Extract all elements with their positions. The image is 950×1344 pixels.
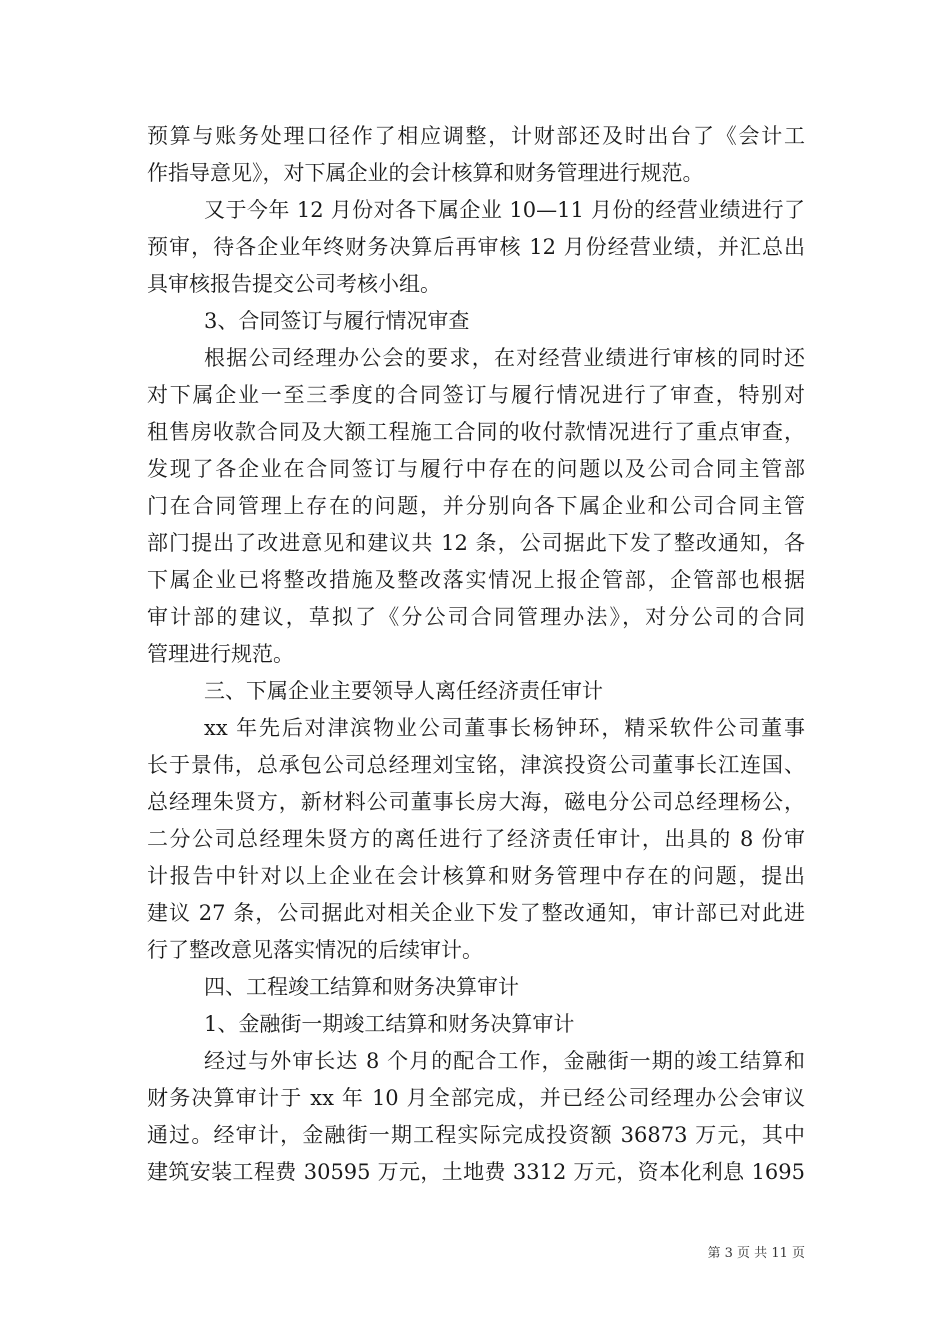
heading-text: 1、金融街一期竣工结算和财务决算审计 [204,1012,575,1036]
paragraph [147,340,805,673]
paragraph [147,1043,805,1191]
section-heading [147,969,805,1006]
text-line: 行了整改意见落实情况的后续审计。 [147,938,483,962]
text-line: 门在合同管理上存在的问题，并分别向各下属企业和公司合同主管 [147,494,805,518]
text-line: 通过。经审计，金融街一期工程实际完成投资额 36873 万元，其中 [147,1123,805,1147]
heading-text: 三、下属企业主要领导人离任经济责任审计 [204,679,603,703]
heading-text: 四、工程竣工结算和财务决算审计 [204,975,519,999]
text-line: 长于景伟，总承包公司总经理刘宝铭，津滨投资公司董事长江连国、 [147,753,805,777]
text-line: 又于今年 12 月份对各下属企业 10—11 月份的经营业绩进行了 [204,198,805,222]
subsection-heading [147,1006,805,1043]
text-line: 根据公司经理办公会的要求，在对经营业绩进行审核的同时还 [204,346,805,370]
text-line: 发现了各企业在合同签订与履行中存在的问题以及公司合同主管部 [147,457,805,481]
text-line: 下属企业已将整改措施及整改落实情况上报企管部，企管部也根据 [147,568,805,592]
text-line: 建筑安装工程费 30595 万元，土地费 3312 万元，资本化利息 1695 [147,1160,805,1184]
text-line: 部门提出了改进意见和建议共 12 条，公司据此下发了整改通知，各 [147,531,805,555]
text-line: 对下属企业一至三季度的合同签订与履行情况进行了审查，特别对 [147,383,805,407]
text-line: 建议 27 条，公司据此对相关企业下发了整改通知，审计部已对此进 [147,901,805,925]
text-line: 二分公司总经理朱贤方的离任进行了经济责任审计，出具的 8 份审 [147,827,805,851]
text-line: 总经理朱贤方，新材料公司董事长房大海，磁电分公司总经理杨公， [147,790,805,814]
text-line: 管理进行规范。 [147,642,294,666]
text-line: xx 年先后对津滨物业公司董事长杨钟环，精采软件公司董事 [204,716,805,740]
heading-text: 3、合同签订与履行情况审查 [204,309,470,333]
section-heading [147,303,805,340]
text-line: 财务决算审计于 xx 年 10 月全部完成，并已经公司经理办公会审议 [147,1086,805,1110]
page-number-footer: 第 3 页 共 11 页 [707,1246,805,1261]
text-line: 租售房收款合同及大额工程施工合同的收付款情况进行了重点审查， [147,420,805,444]
text-line: 预审，待各企业年终财务决算后再审核 12 月份经营业绩，并汇总出 [147,235,805,259]
text-line: 经过与外审长达 8 个月的配合工作，金融街一期的竣工结算和 [204,1049,805,1073]
paragraph-continued [147,118,805,192]
paragraph [147,710,805,969]
document-body [147,118,805,1191]
paragraph [147,192,805,303]
section-heading [147,673,805,710]
text-line: 审计部的建议，草拟了《分公司合同管理办法》，对分公司的合同 [147,605,805,629]
text-line: 计报告中针对以上企业在会计核算和财务管理中存在的问题，提出 [147,864,805,888]
text-line: 预算与账务处理口径作了相应调整，计财部还及时出台了《会计工 [147,124,805,148]
text-line: 具审核报告提交公司考核小组。 [147,272,441,296]
text-line: 作指导意见》，对下属企业的会计核算和财务管理进行规范。 [147,161,704,185]
